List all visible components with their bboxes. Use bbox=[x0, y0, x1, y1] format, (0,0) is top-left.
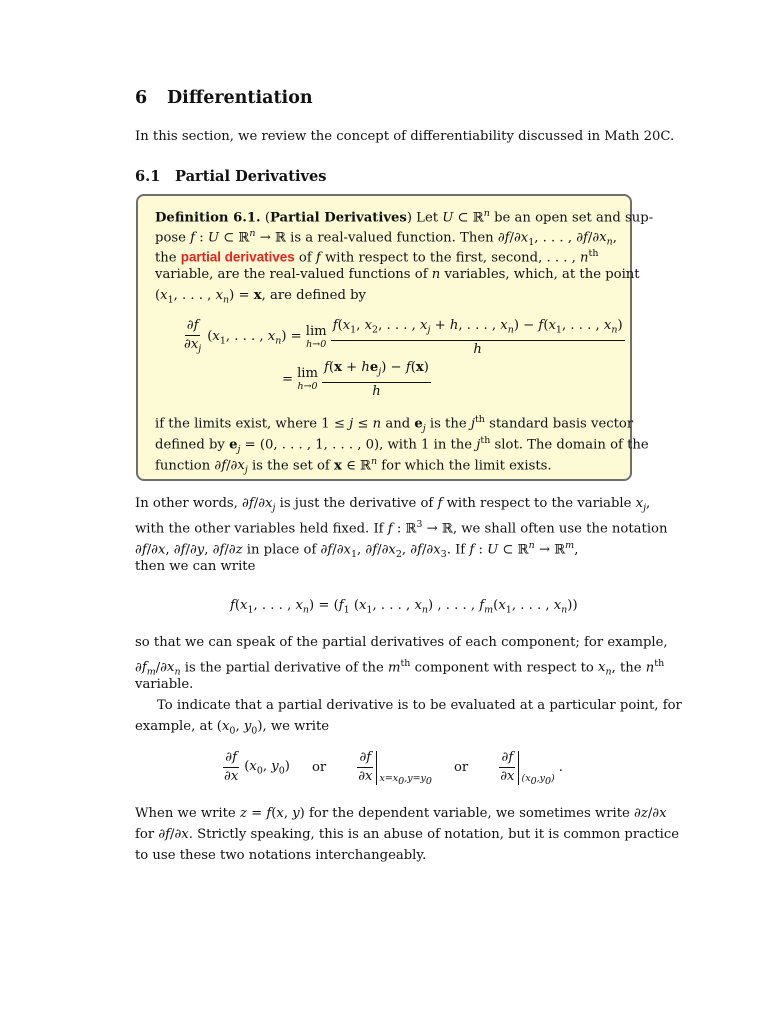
body-line-2: with the other variables held fixed. If f : ℝ$^3$ → ℝ, we shall often use the notation bbox=[135, 519, 668, 537]
body-line-6: $\partial f_m/\partial x_n$ is the partial derivative of the $m^{th}$ component with respect to $x_n$, the $n^{th}$ bbox=[135, 658, 665, 679]
intro-paragraph: In this section, we review the concept of differentiability discussed in Math 20C. bbox=[135, 129, 675, 144]
subsection-name: Partial Derivatives bbox=[175, 168, 327, 185]
subsection-number: 6.1 bbox=[135, 168, 161, 185]
definition-equation-1: $\frac{\partial f}{\partial x_j}$ ($x_1$, . . . , $x_n$) = lim h→0 $\frac{f(x_1, x_2, . . . , x_j + h, . . . , x_n) - f(x_1, . . . , x_n)}{h}$ bbox=[184, 318, 623, 357]
body-line-5: so that we can speak of the partial derivatives of each component; for example, bbox=[135, 635, 668, 650]
word-or-2: or bbox=[453, 760, 469, 775]
highlighted-term: partial derivatives bbox=[180, 249, 295, 265]
section-title bbox=[135, 88, 313, 108]
evaluation-notation: $\frac{\partial f}{\partial x}$ ($x_0$, $y_0$) or $\frac{\partial f}{\partial x}$ $x=x_0,y=y_0$ or $\frac{\partial f}{\partial x}$ $(x_0,y_0)$ . bbox=[224, 750, 563, 787]
body-line-7: variable. bbox=[135, 677, 194, 692]
definition-equation-2: = lim h→0 $\frac{f(x + he_j) - f(x)}{h}$ bbox=[282, 360, 429, 399]
definition-line-6: if the limits exist, where 1 ≤ j ≤ n and $e_j$ is the $j^{th}$ standard basis vector bbox=[155, 414, 634, 435]
component-equation: $f(x_1$, . . . , $x_n) = (f_1$ ($x_1$, . . . , $x_n$) , . . . , $f_m(x_1$, . . . , $x_n$)) bbox=[230, 598, 578, 616]
definition-line-8: function $\partial f/\partial x_j$ is the set of x ∈ ℝ$^n$ for which the limit exists. bbox=[155, 456, 552, 477]
definition-name: Partial Derivatives bbox=[269, 210, 407, 226]
body-line-10: When we write z = f(x, y) for the dependent variable, we sometimes write ∂z/∂x bbox=[135, 806, 667, 821]
definition-line-4: variable, are the real-valued functions of n variables, which, at the point bbox=[155, 267, 640, 282]
body-line-11: for ∂f/∂x. Strictly speaking, this is an abuse of notation, but it is common practice bbox=[135, 827, 680, 842]
body-line-4: then we can write bbox=[135, 559, 256, 574]
section-name: Differentiation bbox=[167, 88, 313, 108]
section-number: 6 bbox=[135, 88, 148, 108]
definition-line-7: defined by $e_j = (0$, . . . , 1, . . . , 0), with 1 in the $j^{th}$ slot. The domain of the bbox=[155, 435, 649, 456]
definition-line-2: pose f : U ⊂ ℝ$^n$ → ℝ is a real-valued function. Then $\partial f/\partial x_1$, . . . , $\partial f/\partial x_n$, bbox=[155, 228, 617, 249]
body-line-12: to use these two notations interchangeably. bbox=[135, 848, 427, 863]
body-line-9: example, at ($x_0$, $y_0$), we write bbox=[135, 719, 330, 737]
definition-line-3: the partial derivatives of f with respect to the first, second, . . . , $n^{th}$ bbox=[155, 248, 599, 266]
body-line-8: To indicate that a partial derivative is to be evaluated at a particular point, for bbox=[157, 698, 682, 713]
subsection-title bbox=[135, 168, 326, 185]
definition-label: Definition 6.1. bbox=[155, 210, 261, 226]
body-line-1: In other words, $\partial f/\partial x_j$ is just the derivative of f with respect to the variable $x_j$, bbox=[135, 496, 651, 514]
body-line-3: ∂f/∂x, ∂f/∂y, ∂f/∂z in place of $\partial f/\partial x_1$, $\partial f/\partial x_2$, $\partial f/\partial x_3$. If f : U ⊂ ℝ$^n$ → ℝ$^m$, bbox=[135, 540, 579, 561]
word-or-1: or bbox=[311, 760, 327, 775]
definition-line-5: ($x_1$, . . . , $x_n) = x$, are defined by bbox=[155, 288, 367, 306]
definition-line-1: Definition 6.1. (Partial Derivatives) Let U ⊂ ℝ$^n$ be an open set and sup- bbox=[155, 208, 654, 226]
